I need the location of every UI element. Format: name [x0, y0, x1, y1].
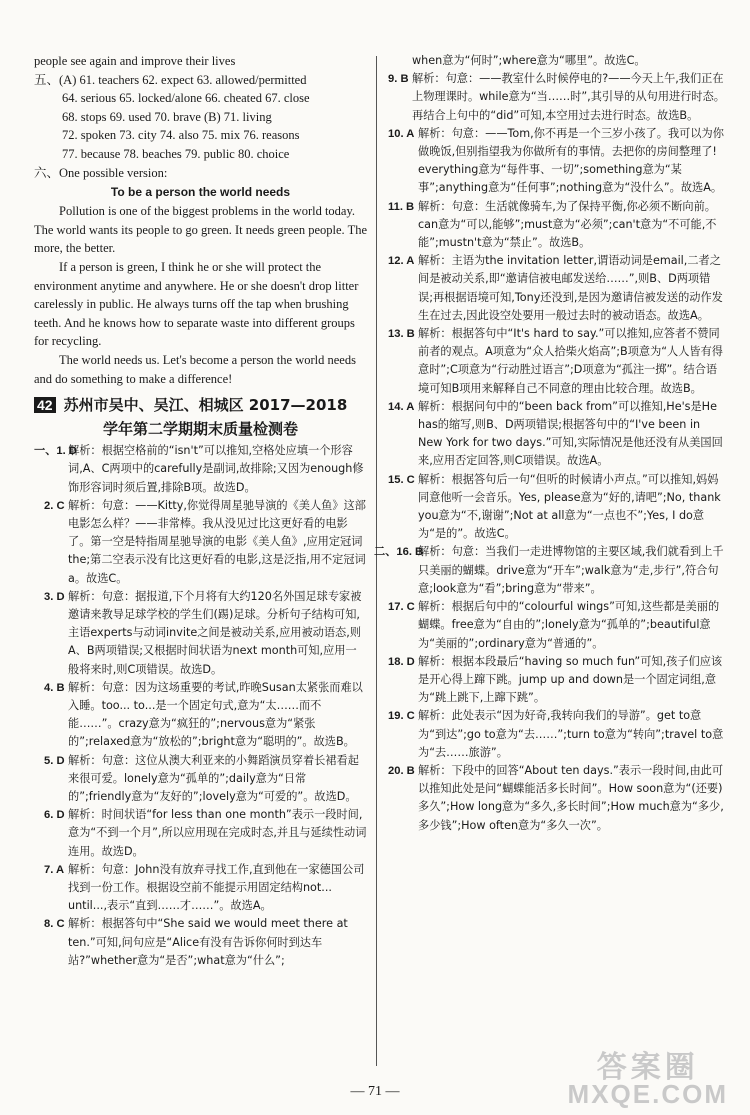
exam-title-line-2: 学年第二学期期末质量检测卷 — [102, 420, 298, 439]
answer-number: 20. B — [388, 764, 415, 777]
answer-number: 10. A — [388, 127, 415, 140]
answer-number: 3. D — [44, 590, 65, 603]
answer-item — [388, 471, 725, 544]
answer-item — [34, 752, 367, 807]
answer-number: 7. A — [44, 863, 65, 876]
answer-explanation: 解析：下段中的回答“About ten days.”表示一段时间,由此可以推知此处是问“蝴蝶能活多长时间”。How soon意为“(还要)多久”;How long意为“多久,多长时间”;How much意为“多少,多少钱”;How often意为“多久一次”。 — [418, 763, 724, 832]
answer-item — [388, 325, 725, 398]
essay-paragraph: If a person is green, I think he or she will protect the environment anytime and anywhere. He or she doesn't drop litter carelessly in public. He always turns off the tap when brushing teeth. And he knows how to separate waste into different groups for recycling. — [34, 259, 359, 349]
answer-item — [34, 588, 367, 679]
answer-explanation: 解析：根据后句中的“colourful wings”可知,这些都是美丽的蝴蝶。free意为“自由的”;lonely意为“孤单的”;beautiful意为“美丽的”;ordinary意为“普通的”。 — [418, 600, 720, 650]
answer-carryover-line: when意为“何时”;where意为“哪里”。故选C。 — [412, 54, 646, 67]
answer-explanation: 解析：句意：据报道,下个月将有大约120名外国足球专家被邀请来教导足球学校的学生们(踢)足球。分析句子结构可知,主语experts与动词invite之间是被动关系,应用被动语态,则A、B两项错误;又根据时间状语为next month可知,应用一般将来时,则C项错误。故选D。 — [68, 589, 362, 676]
essay-paragraph: The world needs us. Let's become a person the world needs and do something to make a difference! — [34, 352, 356, 386]
answer-list — [374, 70, 725, 835]
answer-number: 15. C — [388, 473, 415, 486]
answer-number: 5. D — [44, 754, 65, 767]
answer-number: 13. B — [388, 328, 415, 341]
section-5-heading: 五、(A) 61. teachers 62. expect 63. allowed/permitted — [34, 72, 307, 87]
exam-heading — [34, 394, 367, 416]
essay-title: To be a person the world needs — [110, 185, 291, 200]
answer-item — [388, 598, 725, 653]
answer-line: 68. stops 69. used 70. brave (B) 71. living — [62, 109, 272, 124]
answer-item — [34, 497, 367, 588]
answer-item — [388, 70, 725, 125]
answer-item — [34, 915, 367, 970]
answer-explanation: 解析：句意：——Tom,你不再是一个三岁小孩了。我可以为你做晚饭,但别指望我为你做所有的事情。去把你的房间整理了! everything意为“每件事、一切”;something意为“某事”;anything意为“任何事”;nothing意为“没什么”。故选A。 — [418, 126, 724, 195]
answer-number: 19. C — [388, 710, 415, 723]
answer-item — [388, 653, 725, 708]
answer-number: 2. C — [44, 499, 65, 512]
answer-number: 二、16. B — [374, 546, 424, 559]
answer-item — [374, 543, 725, 598]
essay-paragraph: Pollution is one of the biggest problems in the world today. The world wants its people to go green. It needs green people. The more, the better. — [34, 204, 368, 256]
answer-line: 77. because 78. beaches 79. public 80. choice — [62, 146, 290, 161]
answer-item — [388, 125, 725, 198]
answer-item — [34, 861, 367, 916]
answer-explanation: 解析：句意：因为这场重要的考试,昨晚Susan太紧张而难以入睡。too... to...是一个固定句式,意为“太……而不能……”。crazy意为“疯狂的”;nervous意为“紧张的”;relaxed意为“放松的”;bright意为“聪明的”。故选B。 — [68, 680, 363, 749]
answer-item — [388, 707, 725, 762]
answer-item — [34, 806, 367, 861]
answer-explanation: 解析：句意：——教室什么时候停电的?——今天上午,我们正在上物理课时。while意为“当……时”,其引导的从句用进行时态。再结合上句中的“did”可知,本空用过去进行时态。故选B。 — [412, 72, 725, 122]
answer-explanation: 解析：此处表示“因为好奇,我转向我们的导游”。get to意为“到达”;go to意为“去……”;turn to意为“转向”;travel to意为“去……旅游”。 — [418, 709, 724, 759]
answer-number: 11. B — [388, 200, 415, 213]
answer-number: 9. B — [388, 73, 409, 86]
answer-item — [34, 679, 367, 752]
essay-carryover-line: people see again and improve their lives — [34, 54, 236, 68]
answer-number: 8. C — [44, 918, 65, 931]
answer-number: 一、1. D — [34, 445, 77, 458]
answer-explanation: 解析：句意：当我们一走进博物馆的主要区域,我们就看到上千只美丽的蝴蝶。drive意为“开车”;walk意为“走,步行”,符合句意;look意为“看”;bring意为“带来”。 — [418, 545, 724, 595]
answer-item — [34, 442, 367, 497]
answer-explanation: 解析：根据问句中的“been back from”可以推知,He's是He has的缩写,则B、D两项错误;根据答句中的“I've been in New York for two days.”可知,实际情况是他还没有从美国回来,应用否定回答,则C项错误。故选A。 — [418, 399, 723, 468]
answer-explanation: 解析：根据答句中“She said we would meet there at ten.”可知,问句应是“Alice有没有告诉你何时到达车站?”whether意为“是否”;what意为“什么”; — [68, 917, 348, 967]
section-5-answers — [34, 89, 367, 163]
left-column — [34, 52, 367, 970]
answer-list — [34, 442, 367, 970]
answer-line: 64. serious 65. locked/alone 66. cheated 67. close — [62, 91, 310, 106]
answer-number: 14. A — [388, 400, 415, 413]
answer-explanation: 解析：根据本段最后“having so much fun”可知,孩子们应该是开心得上蹿下跳。jump up and down是一个固定词组,意为“跳上跳下,上蹿下跳”。 — [418, 654, 723, 705]
answer-explanation: 解析：主语为the invitation letter,谓语动词是email,二者之间是被动关系,即“邀请信被电邮发送给……”,则B、D两项错误;再根据语境可知,Tony还没到,是因为邀请信被发送的动作发生在过去,因此设空处要用一般过去时的被动语态。故选A。 — [418, 254, 723, 322]
exam-number-badge: 42 — [34, 397, 56, 413]
answer-item — [388, 762, 725, 835]
answer-number: 17. C — [388, 601, 415, 614]
answer-explanation: 解析：根据空格前的“isn't”可以推知,空格处应填一个形容词,A、C两项中的carefully是副词,故排除;又因为enough修饰形容词时须后置,排除B项。故选D。 — [68, 444, 364, 494]
watermark-line-1: 答案圈 — [596, 1051, 699, 1084]
answer-explanation: 解析：根据答句后一句“但听的时候请小声点。”可以推知,妈妈同意他听一会音乐。Yes, please意为“好的,请吧”;No, thank you意为“不,谢谢”;Not at all意为“一点也不”;Yes, I do意为“是的”。故选C。 — [418, 472, 721, 541]
page-number: — 71 — — [350, 1084, 400, 1099]
answer-explanation: 解析：根据答句中“It's hard to say.”可以推知,应答者不赞同前者的观点。A项意为“众人拾柴火焰高”;B项意为“人人皆有得意时”;C项意为“行动胜过语言”;D项意为“孤注一掷”。结合语境可知B项用来解释自己不同意的理由比较合理。故选B。 — [418, 327, 723, 395]
answer-explanation: 解析：句意：John没有放弃寻找工作,直到他在一家德国公司找到一份工作。根据设空前不能提示用固定结构not... until...,表示“直到……才……”。故选A。 — [68, 862, 365, 913]
answer-item — [388, 198, 725, 253]
answer-explanation: 解析：时间状语“for less than one month”表示一段时间,意为“不到一个月”,所以应用现在完成时态,并且与延续性动词连用。故选D。 — [68, 808, 367, 858]
watermark-line-2: MXQE.COM — [567, 1079, 728, 1109]
section-6-heading: 六、One possible version: — [34, 165, 168, 180]
exam-title-line-1: 苏州市吴中、吴江、相城区 2017—2018 — [63, 396, 348, 415]
answer-number: 6. D — [44, 809, 65, 822]
answer-explanation: 解析：句意：生活就像骑车,为了保持平衡,你必须不断向前。can意为“可以,能够”;must意为“必须”;can't意为“不可能,不能”;mustn't意为“禁止”。故选B。 — [418, 199, 717, 250]
answer-explanation: 解析：句意：这位从澳大利亚来的小舞蹈演员穿着长裙看起来很可爱。lonely意为“孤单的”;daily意为“日常的”;friendly意为“友好的”;lovely意为“可爱的”。故选D。 — [68, 753, 359, 803]
answer-line: 72. spoken 73. city 74. also 75. mix 76. reasons — [62, 128, 300, 143]
answer-number: 4. B — [44, 681, 65, 694]
answer-item — [388, 398, 725, 471]
right-column — [374, 52, 725, 835]
watermark-logo — [567, 1051, 728, 1109]
answer-item — [388, 252, 725, 325]
answer-explanation: 解析：句意：——Kitty,你觉得周星驰导演的《美人鱼》这部电影怎么样？——非常棒。我从没见过比这更好看的电影了。第一空是特指周星驰导演的电影《美人鱼》,应用定冠词the;第二空表示没有比这更好看的电影,这是泛指,用不定冠词a。故选C。 — [68, 498, 366, 585]
answer-number: 12. A — [388, 255, 415, 268]
answer-number: 18. D — [388, 655, 415, 668]
